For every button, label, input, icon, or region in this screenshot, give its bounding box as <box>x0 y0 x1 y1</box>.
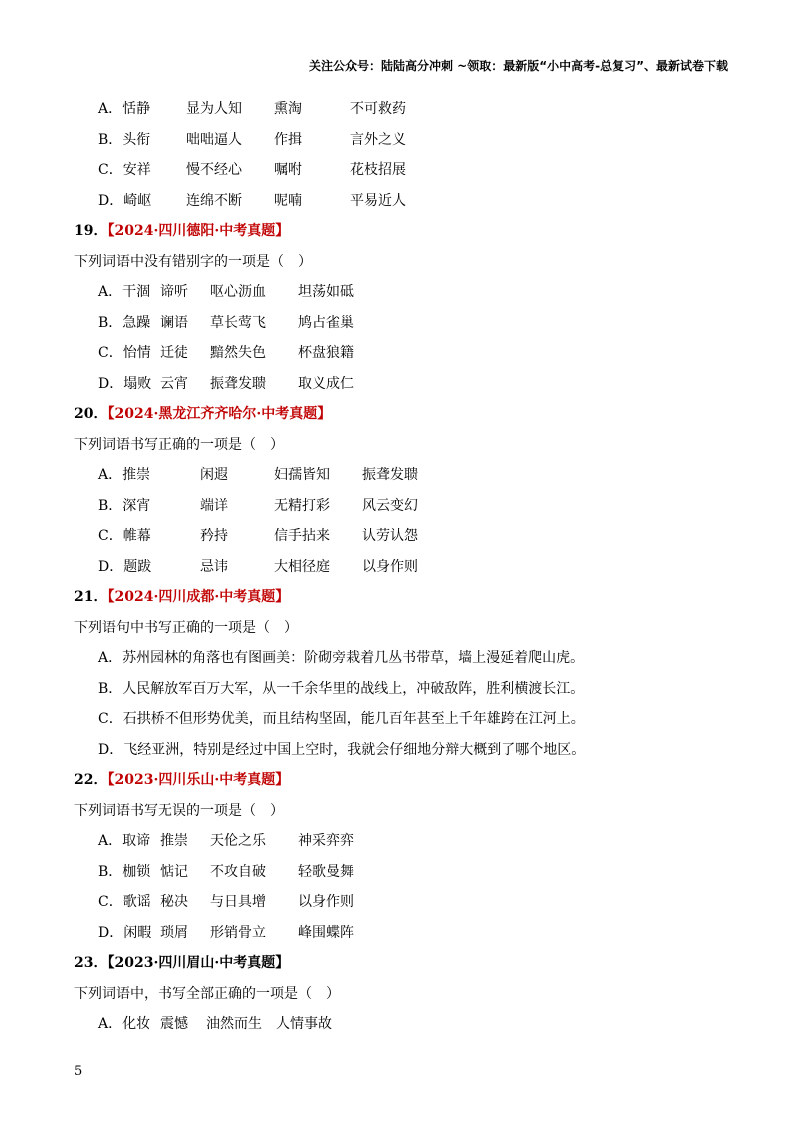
option-row: C．怡情 迁徒 黯然失色 杯盘狼籍 <box>98 345 354 361</box>
page-header: 关注公众号：陆陆高分冲刺 ~领取：最新版“小中高考-总复习”、最新试卷下载 <box>309 59 728 73</box>
option-row: B．头衔 咄咄逼人 作揖 言外之义 <box>98 131 406 148</box>
question-21-heading: 21．【2024·四川成都·中考真题】 <box>74 589 290 605</box>
option-row: C．石拱桥不但形势优美，而且结构坚固，能几百年甚至上千年雄跨在江河上。 <box>98 711 585 727</box>
question-21-stem: 下列语句中书写正确的一项是（ ） <box>74 619 298 636</box>
option-row: B．急躁 谰语 草长莺飞 鸠占雀巢 <box>98 314 354 331</box>
question-20-stem: 下列词语书写正确的一项是（ ） <box>74 436 284 453</box>
option-row: D．飞经亚洲，特别是经过中国上空时，我就会仔细地分辩大概到了哪个地区。 <box>98 741 586 758</box>
option-row: C．歌谣 秘决 与日具增 以身作则 <box>98 894 354 910</box>
question-19-stem: 下列词语中没有错别字的一项是（ ） <box>74 253 312 270</box>
option-row: A．恬静 显为人知 熏淘 不可救药 <box>98 101 406 117</box>
question-22-stem: 下列词语书写无误的一项是（ ） <box>74 802 284 819</box>
option-row: A．取谛 推崇 天伦之乐 神采弈弈 <box>98 833 354 849</box>
question-20-heading: 20．【2024·黑龙江齐齐哈尔·中考真题】 <box>74 406 332 422</box>
option-row: A．化妆 震憾 油然而生 人情事故 <box>98 1016 332 1032</box>
option-row: D．崎岖 连绵不断 呢喃 平易近人 <box>98 192 406 209</box>
option-row: B．深宵 端详 无精打彩 风云变幻 <box>98 497 418 514</box>
option-row: C．安祥 慢不经心 嘱咐 花枝招展 <box>98 162 406 178</box>
option-row: B．枷锁 惦记 不攻自破 轻歌曼舞 <box>98 863 354 880</box>
option-row: D．题跋 忌讳 大相径庭 以身作则 <box>98 558 418 575</box>
option-row: C．帷幕 矜持 信手拈来 认劳认怨 <box>98 528 418 544</box>
page-number: 5 <box>74 1064 83 1079</box>
question-22-heading: 22．【2023·四川乐山·中考真题】 <box>74 772 290 788</box>
option-row: A．苏州园林的角落也有图画美：阶砌旁栽着几丛书带草，墙上漫延着爬山虎。 <box>98 650 585 666</box>
page-content <box>74 94 734 1040</box>
option-row: A．干涸 谛听 呕心沥血 坦荡如砥 <box>98 284 354 300</box>
option-row: A．推崇 闲遐 妇孺皆知 振聋发聩 <box>98 467 418 483</box>
question-23-stem: 下列词语中，书写全部正确的一项是（ ） <box>74 985 340 1002</box>
option-row: D．闲暇 琐屑 形销骨立 峰围蝶阵 <box>98 924 354 941</box>
question-19-heading: 19．【2024·四川德阳·中考真题】 <box>74 223 290 239</box>
option-row: B．人民解放军百万大军，从一千余华里的战线上，冲破敌阵，胜利横渡长江。 <box>98 680 585 697</box>
question-23-heading: 23．【2023·四川眉山·中考真题】 <box>74 955 290 971</box>
q18-options <box>74 94 734 216</box>
option-row: D．塌败 云宵 振聋发聩 取义成仁 <box>98 375 354 392</box>
